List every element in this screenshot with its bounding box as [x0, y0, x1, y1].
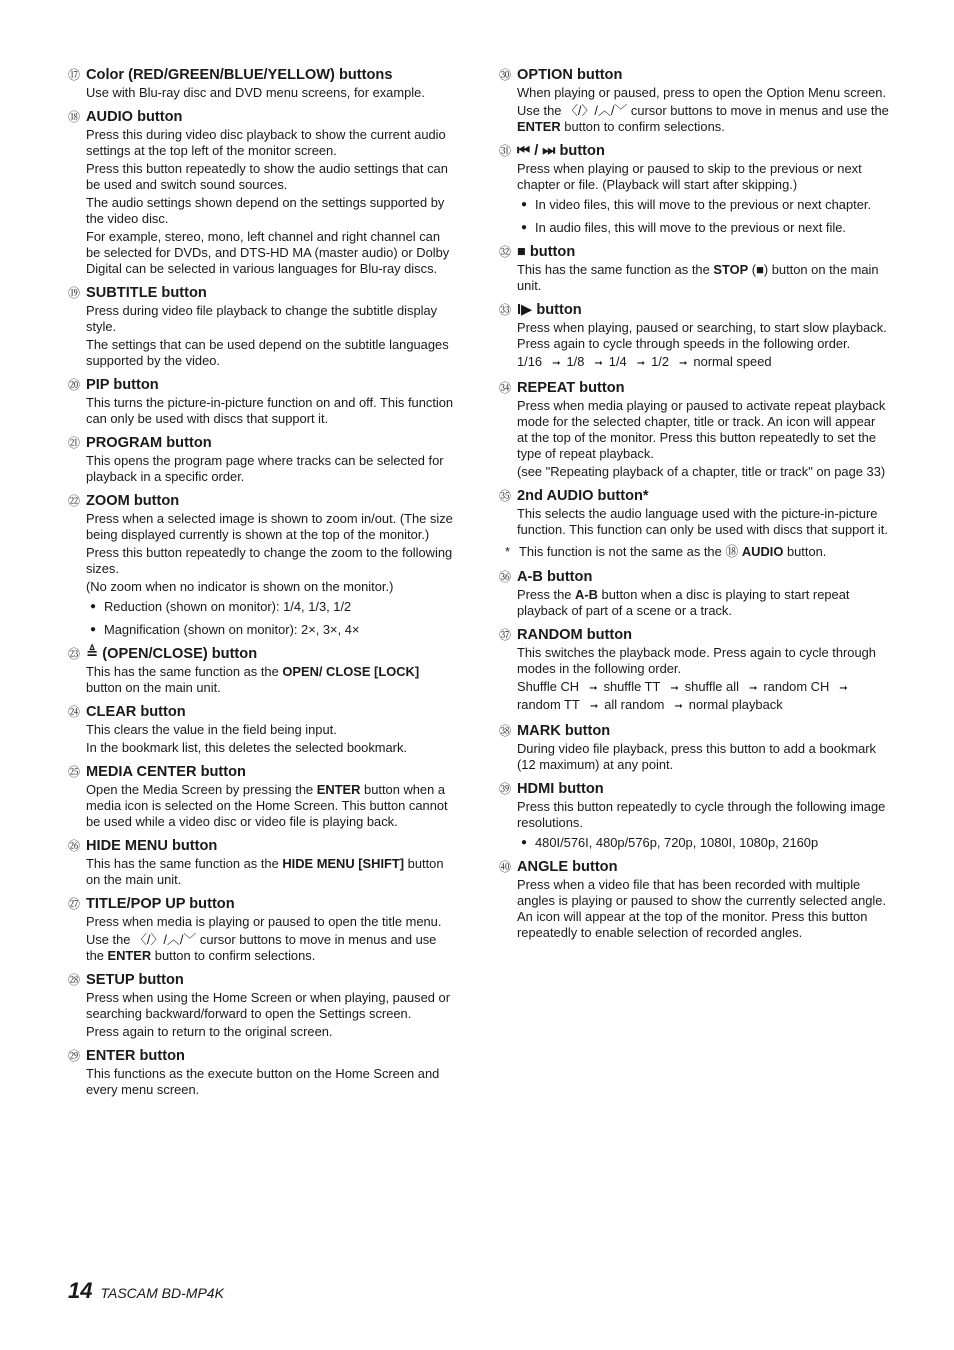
entry-number: ㊳ [499, 724, 512, 738]
entry-zoom-button [68, 492, 456, 638]
entry-body [86, 127, 456, 277]
paragraph: (No zoom when no indicator is shown on the monitor.) [86, 579, 394, 594]
entry-number: ㊱ [499, 570, 512, 584]
entry-title: SUBTITLE button [86, 285, 207, 301]
entry-hide-menu-button [68, 837, 456, 888]
paragraph: During video file playback, press this button to add a bookmark (12 maximum) at any point. [517, 741, 876, 772]
entry-title: Color (RED/GREEN/BLUE/YELLOW) buttons [86, 67, 393, 83]
entry-heading [499, 626, 889, 645]
paragraph: Press when using the Home Screen or when playing, paused or searching backward/forward to open the Settings screen. [86, 990, 451, 1021]
entry-number: ㉓ [68, 647, 81, 661]
arrow-right-icon: ➞ [674, 701, 683, 712]
entry-hdmi-button [499, 780, 889, 851]
paragraph: Press this button repeatedly to change the zoom to the following sizes. [86, 545, 453, 576]
arrow-right-icon: ➞ [839, 683, 848, 694]
entry-button [499, 243, 889, 294]
entry-heading [68, 763, 456, 782]
entry-title: I▶ button [517, 302, 582, 318]
entry-heading [499, 780, 889, 799]
entry-body [86, 914, 456, 964]
arrow-right-icon: ➞ [594, 358, 603, 369]
entry-body [86, 722, 456, 756]
paragraph: Press when a selected image is shown to zoom in/out. (The size being displayed currently is shown at the top of the monitor.) [86, 511, 453, 542]
sequence-item: random CH [763, 679, 830, 694]
paragraph: Press during video file playback to change the subtitle display style. [86, 303, 438, 334]
bullet-text: In audio files, this will move to the previous or next file. [535, 220, 846, 235]
entry-heading [68, 837, 456, 856]
sequence-item: normal playback [688, 697, 783, 712]
entry-title: ⏮ / ⏭ button [517, 143, 605, 159]
entry-program-button [68, 434, 456, 485]
entry-random-button [499, 626, 889, 715]
paragraph: Use the 〈/〉/︿/﹀ cursor buttons to move in menus and use the ENTER button to confirm selections. [517, 103, 889, 134]
entry-title: OPTION button [517, 67, 623, 83]
entry-media-center-button [68, 763, 456, 830]
entry-number: ㊵ [499, 860, 512, 874]
bullet-item [521, 220, 889, 236]
entry-title: MEDIA CENTER button [86, 764, 246, 780]
bullet-item [90, 622, 456, 638]
paragraph: When playing or paused, press to open the Option Menu screen. [517, 85, 887, 100]
entry-number: ㉑ [68, 436, 81, 450]
entry-title: 2nd AUDIO button* [517, 488, 649, 504]
entry-heading [499, 858, 889, 877]
entry-title: CLEAR button [86, 704, 186, 720]
entry-number: ⑰ [68, 68, 81, 82]
entry-title: AUDIO button [86, 109, 183, 125]
entry-repeat-button [499, 379, 889, 480]
arrow-right-icon: ➞ [589, 683, 598, 694]
paragraph: This has the same function as the HIDE MENU [SHIFT] button on the main unit. [86, 856, 444, 887]
paragraph: Press this button repeatedly to cycle through the following image resolutions. [517, 799, 886, 830]
entry-audio-button [68, 108, 456, 277]
entry-title: ENTER button [86, 1048, 185, 1064]
entry-number: ㉖ [68, 839, 81, 853]
paragraph: Press when playing, paused or searching, to start slow playback. Press again to cycle through speeds in the following order. [517, 320, 887, 351]
paragraph: In the bookmark list, this deletes the selected bookmark. [86, 740, 407, 755]
bullet-icon: ● [90, 624, 97, 635]
entry-subtitle-button [68, 284, 456, 369]
entry-number: ㉗ [68, 897, 81, 911]
entry-heading [68, 645, 456, 664]
entry-title: ZOOM button [86, 493, 180, 509]
sequence [517, 354, 889, 372]
entry-body [517, 262, 889, 294]
entry-title: TITLE/POP UP button [86, 896, 235, 912]
paragraph: This opens the program page where tracks can be selected for playback in a specific order. [86, 453, 444, 484]
entry-number: ㉙ [68, 1049, 81, 1063]
entry-title: HDMI button [517, 781, 604, 797]
right-column [499, 66, 889, 948]
entry-title: RANDOM button [517, 627, 633, 643]
paragraph: Open the Media Screen by pressing the ENTER button when a media icon is selected on the Home Screen. This button cannot be used while a video disc or video file is playing back. [86, 782, 448, 829]
entry-mark-button [499, 722, 889, 773]
entry-number: ⑳ [68, 378, 81, 392]
entry-heading [68, 703, 456, 722]
bullet-item [90, 599, 456, 615]
paragraph: This clears the value in the field being input. [86, 722, 337, 737]
entry-body [86, 664, 456, 696]
entry-body [517, 741, 889, 773]
paragraph: The audio settings shown depend on the settings supported by the video disc. [86, 195, 445, 226]
entry-heading [68, 284, 456, 303]
sequence-item: shuffle all [684, 679, 739, 694]
entry-open-close-button [68, 645, 456, 696]
entry-heading [499, 243, 889, 262]
sequence-item: 1/16 [517, 354, 543, 369]
entry-number: ㉛ [499, 144, 512, 158]
paragraph: This functions as the execute button on the Home Screen and every menu screen. [86, 1066, 440, 1097]
entry-body [86, 1066, 456, 1098]
entry-heading [68, 66, 456, 85]
sequence-item: 1/4 [608, 354, 627, 369]
paragraph: This turns the picture-in-picture function on and off. This function can only be used with discs that support it. [86, 395, 454, 426]
entry-number: ㉕ [68, 765, 81, 779]
paragraph: (see "Repeating playback of a chapter, title or track" on page 33) [517, 464, 886, 479]
arrow-right-icon: ➞ [589, 701, 599, 712]
entry-number: ㉘ [68, 973, 81, 987]
bullet-item [521, 197, 889, 213]
entry-a-b-button [499, 568, 889, 619]
entry-heading [68, 895, 456, 914]
paragraph: Use the 〈/〉/︿/﹀ cursor buttons to move in menus and use the ENTER button to confirm selections. [86, 932, 437, 963]
footnote [505, 544, 889, 560]
entry-clear-button [68, 703, 456, 756]
paragraph: Press when media playing or paused to activate repeat playback mode for the selected chapter, title or track. An icon will appear at the top of the monitor. Press this button repeatedly to set the type of repeat playback. [517, 398, 886, 461]
arrow-right-icon: ➞ [748, 683, 758, 694]
entry-body [517, 398, 889, 480]
entry-heading [499, 487, 889, 506]
entry-body [517, 85, 889, 135]
entry-body [517, 161, 889, 236]
entry-body [86, 511, 456, 638]
entry-number: ㉒ [68, 494, 81, 508]
entry-number: ㉞ [499, 381, 512, 395]
bullet-icon: ● [521, 837, 528, 848]
entry-heading [68, 434, 456, 453]
paragraph: For example, stereo, mono, left channel and right channel can be selected for DVDs, and DTS-HD MA (master audio) or Dolby Digital can be selected in various languages for Blu-ray discs. [86, 229, 450, 276]
sequence [517, 679, 889, 715]
entry-body [86, 856, 456, 888]
bullet-text: Reduction (shown on monitor): 1/4, 1/3, 1/2 [104, 599, 352, 614]
entry-heading [499, 722, 889, 741]
bullet-text: In video files, this will move to the previous or next chapter. [535, 197, 872, 212]
entry-heading [499, 66, 889, 85]
sequence-item: shuffle TT [603, 679, 661, 694]
arrow-right-icon: ➞ [552, 358, 561, 369]
paragraph: The settings that can be used depend on the subtitle languages supported by the video. [86, 337, 449, 368]
entry-button [499, 142, 889, 236]
entry-number: ㉜ [499, 245, 512, 259]
entry-body [517, 320, 889, 372]
entry-title: ■ button [517, 244, 576, 260]
entry-body [86, 395, 456, 427]
entry-body [86, 85, 456, 101]
arrow-right-icon: ➞ [636, 358, 646, 369]
entry-body [517, 799, 889, 851]
entry-setup-button [68, 971, 456, 1040]
entry-number: ⑱ [68, 110, 81, 124]
entry-title: ≜ (OPEN/CLOSE) button [86, 646, 258, 662]
asterisk-icon: * [505, 544, 511, 559]
paragraph: This switches the playback mode. Press again to cycle through modes in the following order. [517, 645, 876, 676]
entry-title: HIDE MENU button [86, 838, 218, 854]
entry-heading [68, 108, 456, 127]
entry-title: ANGLE button [517, 859, 618, 875]
entry-heading [68, 1047, 456, 1066]
entry-heading [499, 301, 889, 320]
entry-option-button [499, 66, 889, 135]
paragraph: Press again to return to the original screen. [86, 1024, 333, 1039]
entry-body [517, 587, 889, 619]
sequence-item: all random [604, 697, 665, 712]
entry-title-pop-up-button [68, 895, 456, 964]
entry-heading [68, 492, 456, 511]
paragraph: This selects the audio language used with the picture-in-picture function. This function can only be used with discs that support it. [517, 506, 888, 537]
sequence-item: Shuffle CH [517, 679, 580, 694]
entry-2nd-audio-button [499, 487, 889, 560]
arrow-right-icon: ➞ [679, 358, 688, 369]
entry-body [86, 303, 456, 369]
sequence-item: random TT [517, 697, 580, 712]
entry-heading [499, 142, 889, 161]
entry-body [86, 990, 456, 1040]
entry-title: REPEAT button [517, 380, 625, 396]
footnote-text: This function is not the same as the ⑱ AUDIO button. [519, 544, 827, 559]
entry-body [86, 782, 456, 830]
entry-number: ㊲ [499, 628, 512, 642]
entry-body [517, 645, 889, 715]
sequence-item: 1/8 [566, 354, 585, 369]
entry-color-red-green-blue-yellow-buttons [68, 66, 456, 101]
paragraph: Press when a video file that has been recorded with multiple angles is playing or paused to show the currently selected angle. An icon will appear at the top of the monitor. Press this button repeatedly to enable selection of recorded angles. [517, 877, 887, 940]
entry-number: ㉔ [68, 705, 81, 719]
entry-title: A-B button [517, 569, 593, 585]
bullet-text: 480I/576I, 480p/576p, 720p, 1080I, 1080p, 2160p [535, 835, 819, 850]
entry-body [517, 506, 889, 538]
bullet-item [521, 835, 889, 851]
model-name: TASCAM BD-MP4K [100, 1285, 224, 1301]
entry-heading [499, 568, 889, 587]
entry-heading [68, 376, 456, 395]
bullet-icon: ● [521, 222, 528, 233]
entry-heading [499, 379, 889, 398]
sequence-item: normal speed [693, 354, 772, 369]
bullet-icon: ● [90, 601, 97, 612]
entry-body [86, 453, 456, 485]
sequence-item: 1/2 [651, 354, 670, 369]
paragraph: Press the A-B button when a disc is playing to start repeat playback of part of a scene or a track. [517, 587, 850, 618]
paragraph: Use with Blu-ray disc and DVD menu screens, for example. [86, 85, 425, 100]
entry-title: MARK button [517, 723, 611, 739]
entry-heading [68, 971, 456, 990]
entry-angle-button [499, 858, 889, 941]
entry-number: ㊴ [499, 782, 512, 796]
entry-i-button [499, 301, 889, 372]
page-number: 14 [68, 1278, 93, 1303]
paragraph: Press when playing or paused to skip to the previous or next chapter or file. (Playback will start after skipping.) [517, 161, 862, 192]
entry-number: ㉟ [499, 489, 512, 503]
paragraph: Press this during video disc playback to show the current audio settings at the top left of the monitor screen. [86, 127, 446, 158]
entry-title: PROGRAM button [86, 435, 212, 451]
arrow-right-icon: ➞ [670, 683, 679, 694]
paragraph: This has the same function as the OPEN/ CLOSE [LOCK] button on the main unit. [86, 664, 420, 695]
entry-title: SETUP button [86, 972, 184, 988]
entry-number: ㉝ [499, 303, 512, 317]
entry-enter-button [68, 1047, 456, 1098]
page-footer [68, 1278, 224, 1304]
entry-number: ㉚ [499, 68, 512, 82]
entry-body [517, 877, 889, 941]
entry-title: PIP button [86, 377, 159, 393]
entry-pip-button [68, 376, 456, 427]
entry-number: ⑲ [68, 286, 81, 300]
paragraph: Press this button repeatedly to show the audio settings that can be used and switch sound sources. [86, 161, 448, 192]
paragraph: This has the same function as the STOP (■) button on the main unit. [517, 262, 879, 293]
paragraph: Press when media is playing or paused to open the title menu. [86, 914, 442, 929]
bullet-text: Magnification (shown on monitor): 2×, 3×, 4× [104, 622, 360, 637]
left-column [68, 66, 456, 1105]
bullet-icon: ● [521, 199, 528, 210]
